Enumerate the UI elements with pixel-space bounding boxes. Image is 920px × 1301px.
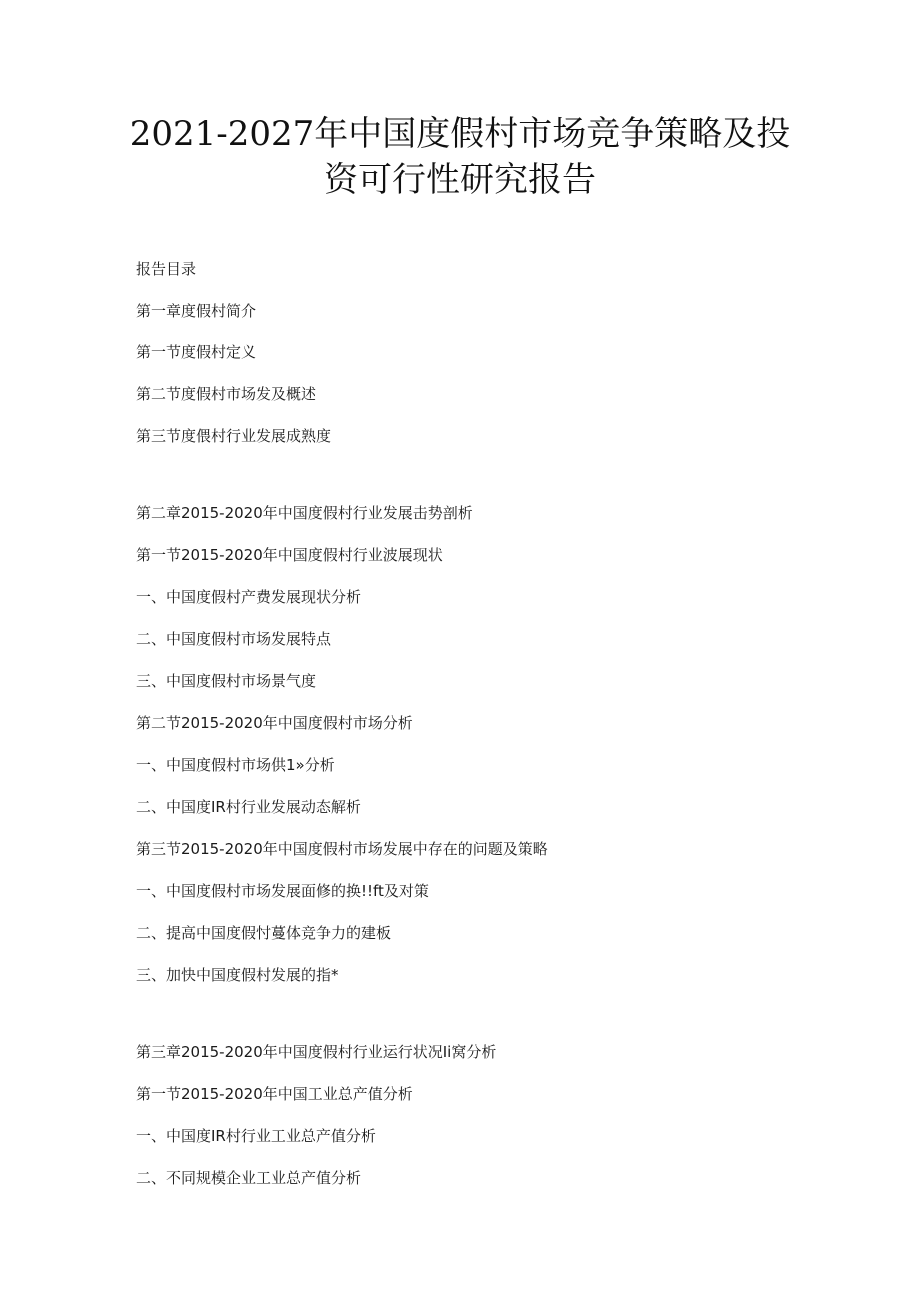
toc-item: 第一节2015-2020年中国工业总产值分析 (136, 1085, 413, 1103)
toc-item: 一、中国度假村市场供1»分析 (136, 756, 335, 774)
toc-item: 第三节度偎村行业发展成熟度 (136, 427, 332, 445)
toc-item: 二、中国度IR村行业发展动态解析 (136, 798, 361, 816)
toc-item: 三、加快中国度假村发展的指* (136, 966, 339, 984)
toc-item: 第二节2015-2020年中国度假村市场分析 (136, 714, 413, 732)
toc-item: 一、中国度IR村行业工业总产值分析 (136, 1127, 376, 1145)
toc-item: 二、中国度假村市场发展特点 (136, 630, 332, 648)
document-title-line-1: 2021-2027年中国度假村市场竞争策略及投 (129, 114, 791, 154)
toc-item: 第一节度假村定义 (136, 343, 257, 361)
toc-item: 二、不同规模企业工业总产值分析 (136, 1169, 362, 1187)
toc-item: 第一节2015-2020年中国度假村行业波展现状 (136, 546, 443, 564)
toc-item: 第二章2015-2020年中国度假村行业发展击势剖析 (136, 504, 473, 522)
toc-item: 第一章度假村简介 (136, 302, 257, 320)
toc-item: 三、中国度假村市场景气度 (136, 672, 317, 690)
toc-item: 一、中国度假村产费发展现状分析 (136, 588, 362, 606)
toc-item: 一、中国度假村市场发展面修的换!!ft及对策 (136, 882, 429, 900)
document-title-line-2: 资可行性研究报告 (324, 160, 596, 200)
toc-item: 第三章2015-2020年中国度假村行业运行状况Ii窝分析 (136, 1043, 497, 1061)
toc-item: 第三节2015-2020年中国度假村市场发展中存在的问题及策略 (136, 840, 548, 858)
toc-heading: 报告目录 (136, 260, 197, 278)
toc-item: 第二节度假村市场发及概述 (136, 385, 317, 403)
toc-item: 二、提高中国度假忖蔓体竞争力的建板 (136, 924, 392, 942)
